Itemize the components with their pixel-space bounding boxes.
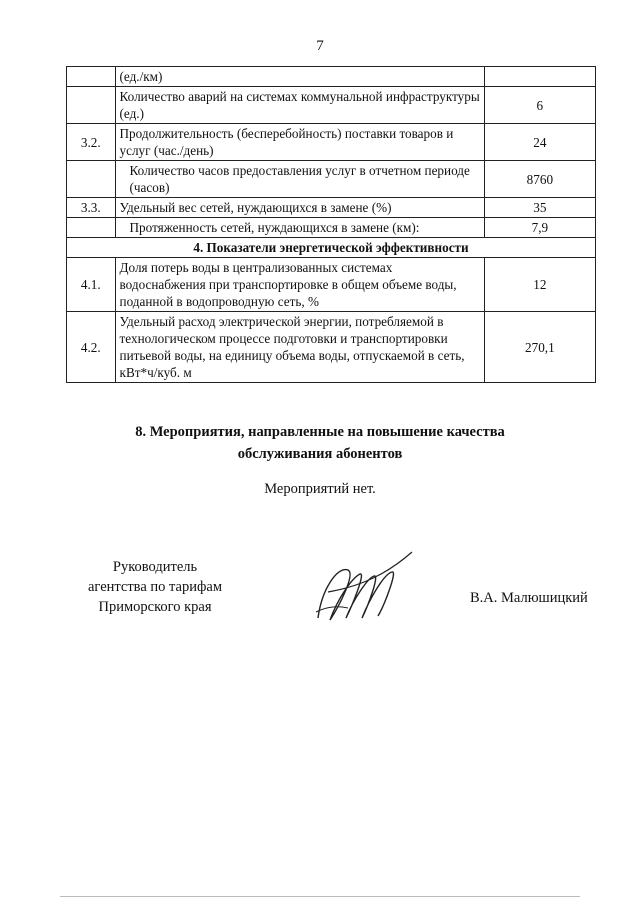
indicator-value: 35: [484, 198, 595, 218]
page-bottom-edge: [60, 896, 580, 897]
table-row: [67, 67, 596, 87]
indicators-table-body: [67, 67, 596, 383]
row-number: [67, 67, 116, 87]
row-number: [67, 161, 116, 198]
indicator-value: 6: [484, 87, 595, 124]
section-title: 4. Показатели энергетической эффективности: [67, 238, 596, 258]
table-row: [67, 312, 596, 383]
table-row: [67, 161, 596, 198]
indicator-value: 8760: [484, 161, 595, 198]
table-row: [67, 198, 596, 218]
handwritten-signature: [308, 548, 418, 630]
section-heading: [0, 421, 640, 465]
signatory-name: В.А. Малюшицкий: [470, 590, 588, 606]
indicator-name: Количество часов предоставления услуг в отчетном периоде (часов): [115, 161, 484, 198]
indicator-name: Количество аварий на системах коммунальной инфраструктуры (ед.): [115, 87, 484, 124]
row-number: 4.1.: [67, 258, 116, 312]
indicator-name: Удельный вес сетей, нуждающихся в замене (%): [115, 198, 484, 218]
row-number: 4.2.: [67, 312, 116, 383]
indicator-name: Протяженность сетей, нуждающихся в замене (км):: [115, 218, 484, 238]
indicators-table: [66, 66, 596, 383]
table-row: [67, 124, 596, 161]
indicator-value: 24: [484, 124, 595, 161]
indicator-name: Продолжительность (бесперебойность) поставки товаров и услуг (час./день): [115, 124, 484, 161]
indicator-value: 7,9: [484, 218, 595, 238]
signatory-position: [60, 557, 250, 617]
row-number: 3.2.: [67, 124, 116, 161]
indicator-name: Удельный расход электрической энергии, потребляемой в технологическом процессе подготовки и транспортировки питьевой воды, на единицу объема воды, отпускаемой в сеть, кВт*ч/куб. м: [115, 312, 484, 383]
row-number: [67, 87, 116, 124]
indicator-value: 270,1: [484, 312, 595, 383]
indicator-value: 12: [484, 258, 595, 312]
row-number: [67, 218, 116, 238]
no-measures-text: Мероприятий нет.: [264, 481, 376, 497]
indicator-name: Доля потерь воды в централизованных системах водоснабжения при транспортировке в общем объеме воды, поданной в водопроводную сеть, %: [115, 258, 484, 312]
section-heading-line1: 8. Мероприятия, направленные на повышение качества: [135, 424, 505, 440]
indicator-value: [484, 67, 595, 87]
row-number: 3.3.: [67, 198, 116, 218]
indicator-name: (ед./км): [115, 67, 484, 87]
table-row: [67, 218, 596, 238]
table-row: [67, 87, 596, 124]
signatory-line3: Приморского края: [98, 599, 212, 615]
page-number: 7: [316, 38, 324, 54]
signatory-line1: Руководитель: [112, 559, 198, 575]
table-section-row: [67, 238, 596, 258]
table-row: [67, 258, 596, 312]
section-heading-line2: обслуживания абонентов: [237, 446, 403, 462]
signatory-line2: агентства по тарифам: [88, 579, 222, 595]
